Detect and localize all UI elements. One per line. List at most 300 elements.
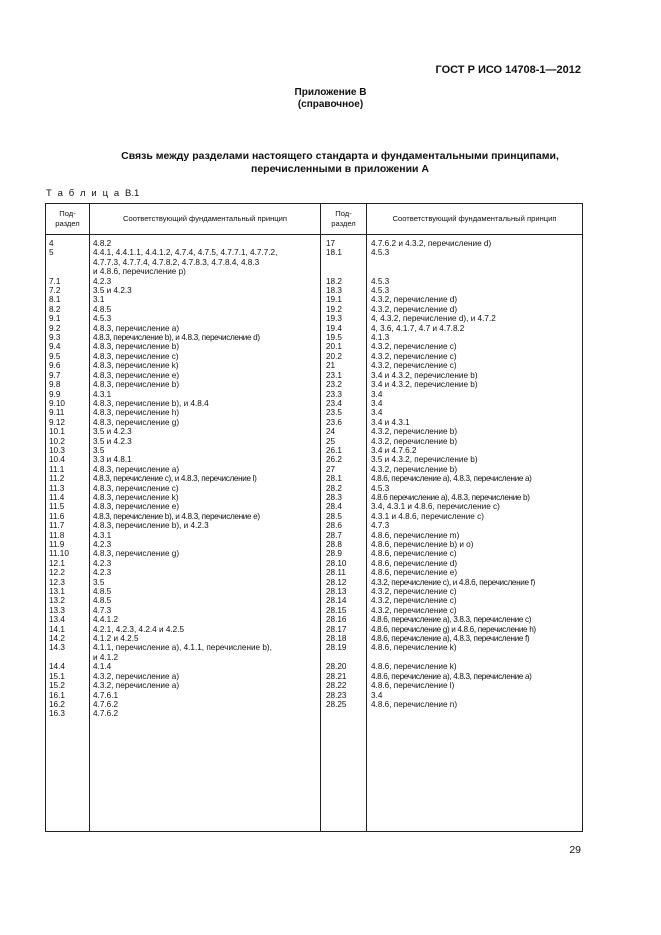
subsection-cell <box>326 258 371 267</box>
table-row <box>49 681 319 690</box>
principle-line: 4.7.6.2 <box>93 699 119 709</box>
principle-line: 4, 3.6, 4.1.7, 4.7 и 4.7.8.2 <box>371 323 465 333</box>
principle-cell <box>93 596 319 605</box>
table-row <box>49 549 319 558</box>
table-row <box>49 615 319 624</box>
document-code: ГОСТ Р ИСО 14708-1—2012 <box>435 64 581 76</box>
table-row <box>49 578 319 587</box>
principle-cell <box>371 521 580 530</box>
principle-cell <box>371 342 580 351</box>
table-row <box>326 634 580 643</box>
principle-line: 3.4 и 4.3.2, перечисление b) <box>371 380 478 390</box>
principle-line: 4.7.3 <box>93 605 112 615</box>
principle-cell <box>371 634 580 643</box>
table-row <box>49 465 319 474</box>
table-row <box>326 559 580 568</box>
principle-line: 3.4 <box>371 690 383 700</box>
header-text: раздел <box>55 218 80 228</box>
principle-line: 3.4 <box>371 398 383 408</box>
principle-line: 4.3.2, перечисление с) <box>371 351 457 361</box>
principle-cell <box>371 625 580 634</box>
column-divider <box>320 203 321 832</box>
subsection-cell: 10.2 <box>49 436 65 446</box>
principle-cell <box>371 418 580 427</box>
subsection-cell: 28.12 <box>326 577 347 587</box>
principle-line: 4.8.3, перечисление b) <box>93 380 180 390</box>
principle-line: 4.3.2, перечисление с) <box>371 361 457 371</box>
principle-cell <box>93 465 319 474</box>
principle-cell <box>371 474 580 483</box>
principle-cell <box>93 606 319 615</box>
principle-cell <box>371 427 580 436</box>
principle-cell <box>371 465 580 474</box>
principle-cell <box>371 248 580 257</box>
subsection-cell: 28.6 <box>326 521 342 531</box>
table-row <box>49 709 319 718</box>
subsection-cell: 9.3 <box>49 333 61 343</box>
subsection-cell <box>326 653 371 662</box>
subsection-cell: 13.2 <box>49 596 65 606</box>
table-row <box>326 267 580 276</box>
subsection-cell: 21 <box>326 361 336 371</box>
section-title-line-2: перечисленными в приложении А <box>250 162 429 175</box>
principle-line: 4.8.3, перечисление е) <box>93 370 180 380</box>
principle-cell <box>371 559 580 568</box>
principle-line: 4.8.3, перечисление с) <box>93 351 179 361</box>
principle-line: 4.3.2, перечисление b) <box>371 436 458 446</box>
subsection-cell: 7.1 <box>49 276 61 286</box>
principle-cell <box>93 681 319 690</box>
principle-line: 4.8.5 <box>93 304 112 314</box>
principle-line <box>371 258 580 267</box>
principle-line: 4.3.1 <box>93 530 112 540</box>
subsection-cell: 19.1 <box>326 295 342 305</box>
table-row <box>326 484 580 493</box>
principle-line: 3.5 и 4.3.2, перечисление b) <box>371 455 478 465</box>
table-row <box>326 239 580 248</box>
table-number: В.1 <box>125 188 140 199</box>
table-row <box>326 681 580 690</box>
table-row <box>49 295 319 304</box>
principle-cell <box>93 625 319 634</box>
subsection-cell: 12.3 <box>49 577 65 587</box>
principle-cell <box>371 286 580 295</box>
table-row <box>326 549 580 558</box>
principle-line: 4.8.3, перечисление е) <box>93 502 180 512</box>
table-row <box>326 587 580 596</box>
subsection-cell: 9.7 <box>49 370 61 380</box>
table-row <box>326 578 580 587</box>
table-row <box>326 258 580 267</box>
subsection-cell: 28.13 <box>326 587 347 597</box>
principle-cell <box>371 568 580 577</box>
principle-cell <box>371 540 580 549</box>
subsection-cell: 28.15 <box>326 605 347 615</box>
principle-cell <box>93 380 319 389</box>
subsection-cell: 28.16 <box>326 615 347 625</box>
table-row <box>49 455 319 464</box>
principle-cell <box>371 305 580 314</box>
table-row <box>49 371 319 380</box>
table-row <box>49 643 319 662</box>
principle-line: 3.5 и 4.2.3 <box>93 436 132 446</box>
header-text: Под- <box>59 208 76 218</box>
table-row <box>326 540 580 549</box>
principle-line: 4.7.6.2 <box>93 709 119 719</box>
subsection-cell: 26.1 <box>326 445 342 455</box>
table-row <box>49 352 319 361</box>
principle-cell <box>371 239 580 248</box>
subsection-cell: 14.1 <box>49 624 65 634</box>
principle-line: 4.8.6, перечисление g) и 4.8.6, перечисление h) <box>371 624 536 634</box>
table-row <box>49 333 319 342</box>
principle-cell <box>93 709 319 718</box>
section-title <box>60 150 620 175</box>
header-subsection-left <box>46 203 89 234</box>
subsection-cell: 23.3 <box>326 389 342 399</box>
principle-cell <box>371 399 580 408</box>
principle-line: 4.8.3, перечисление а) <box>93 464 180 474</box>
table-row <box>49 672 319 681</box>
table-row <box>49 606 319 615</box>
subsection-cell: 23.1 <box>326 370 342 380</box>
subsection-cell: 23.4 <box>326 398 342 408</box>
principle-line: 4.8.3, перечисление а) <box>93 323 180 333</box>
table-row <box>49 314 319 323</box>
principle-cell <box>371 324 580 333</box>
header-divider <box>45 234 583 235</box>
principle-cell <box>93 634 319 643</box>
principle-line: 4.3.2, перечисление с) <box>371 596 457 606</box>
principle-cell <box>371 672 580 681</box>
subsection-cell: 11.8 <box>49 530 65 540</box>
principle-cell <box>371 361 580 370</box>
mapping-table <box>45 203 583 832</box>
table-row <box>326 521 580 530</box>
principle-cell <box>371 512 580 521</box>
principle-line: и 4.8.6, перечисление р) <box>93 267 186 277</box>
annex-heading <box>0 87 661 111</box>
principle-line: 4.8.6, перечисление а), 4.8.3, перечисление f) <box>371 634 530 644</box>
principle-cell <box>93 521 319 530</box>
principle-cell <box>93 314 319 323</box>
principle-line: 4.7.7.3, 4.7.7.4, 4.7.8.2, 4.7.8.3, 4.7.8.4, 4.8.3 <box>93 257 260 267</box>
principle-cell <box>93 277 319 286</box>
principle-line: 4.2.1, 4.2.3, 4.2.4 и 4.2.5 <box>93 624 185 634</box>
table-row <box>326 596 580 605</box>
principle-cell <box>371 502 580 511</box>
subsection-cell: 9.9 <box>49 389 61 399</box>
subsection-cell: 28.10 <box>326 558 347 568</box>
subsection-cell: 11.5 <box>49 502 65 512</box>
table-row <box>49 446 319 455</box>
principle-cell <box>93 531 319 540</box>
table-row <box>49 568 319 577</box>
subsection-cell: 28.1 <box>326 474 342 484</box>
subsection-cell: 19.2 <box>326 304 342 314</box>
subsection-cell: 4 <box>49 239 54 248</box>
principle-cell <box>371 578 580 587</box>
table-row <box>326 502 580 511</box>
subsection-cell: 13.4 <box>49 615 65 625</box>
principle-cell <box>93 568 319 577</box>
principle-cell <box>93 455 319 464</box>
principle-cell <box>93 305 319 314</box>
subsection-cell: 9.10 <box>49 398 65 408</box>
principle-line: 4.3.2, перечисление а) <box>93 671 180 681</box>
right-column-body <box>326 239 580 709</box>
table-row <box>49 540 319 549</box>
subsection-cell: 11.6 <box>49 511 65 521</box>
subsection-cell: 28.11 <box>326 568 346 578</box>
principle-cell <box>93 540 319 549</box>
table-row <box>49 559 319 568</box>
subsection-cell: 16.3 <box>49 709 65 719</box>
principle-line: 4.8.5 <box>93 587 112 597</box>
table-row <box>49 286 319 295</box>
principle-line: 4, 4.3.2, перечисление d), и 4.7.2 <box>371 314 496 324</box>
subsection-cell: 28.20 <box>326 662 347 672</box>
table-row <box>326 314 580 323</box>
principle-line: 4.8.6, перечисление а), 3.8.3, перечисление с) <box>371 615 532 625</box>
table-row <box>49 493 319 502</box>
principle-line: 4.1.3 <box>371 333 390 343</box>
principle-cell <box>371 333 580 342</box>
principle-line: 4.8.6 перечисление а), 4.8.3, перечисление b) <box>371 492 530 502</box>
principle-cell <box>93 662 319 671</box>
subsection-cell: 8.1 <box>49 295 61 305</box>
principle-line: 4.3.2, перечисление с) <box>371 342 457 352</box>
subsection-cell: 20.1 <box>326 342 342 352</box>
table-row <box>49 691 319 700</box>
principle-cell <box>93 578 319 587</box>
subsection-cell: 16.1 <box>49 690 65 700</box>
principle-cell <box>93 587 319 596</box>
table-row <box>49 399 319 408</box>
principle-cell <box>93 342 319 351</box>
principle-line: 4.8.6, перечисление k) <box>371 643 457 653</box>
principle-cell <box>93 408 319 417</box>
subsection-cell: 18.1 <box>326 248 342 258</box>
subsection-cell: 18.3 <box>326 286 342 296</box>
subsection-cell: 20.2 <box>326 351 342 361</box>
table-row <box>49 390 319 399</box>
principle-line: 4.5.3 <box>93 314 112 324</box>
subsection-cell: 5 <box>49 248 54 258</box>
subsection-cell: 9.5 <box>49 351 61 361</box>
table-row <box>326 342 580 351</box>
table-row <box>326 248 580 257</box>
principle-line: 4.1.4 <box>93 662 112 672</box>
table-row <box>49 380 319 389</box>
subsection-cell: 14.2 <box>49 634 65 644</box>
subsection-cell: 11.7 <box>49 521 65 531</box>
subsection-cell: 16.2 <box>49 699 65 709</box>
table-row <box>326 465 580 474</box>
principle-line: 4.2.3 <box>93 276 112 286</box>
subsection-cell: 27 <box>326 464 336 474</box>
principle-cell <box>371 653 580 662</box>
table-row <box>49 361 319 370</box>
table-row <box>49 502 319 511</box>
principle-line: 4.3.2, перечисление d) <box>371 295 458 305</box>
principle-line: 3.4 <box>371 408 383 418</box>
left-column-body <box>49 239 319 719</box>
annex-subtitle: (справочное) <box>297 99 364 110</box>
principle-line: 4.8.3, перечисление h) <box>93 408 180 418</box>
principle-line: 4.5.3 <box>371 286 390 296</box>
table-row <box>326 474 580 483</box>
subsection-cell: 9.1 <box>49 314 61 324</box>
principle-line: 4.1.1, перечисление а), 4.1.1, перечисление b), <box>93 643 272 653</box>
header-principle-left: Соответствующий фундаментальный принцип <box>123 213 287 223</box>
principle-cell <box>371 700 580 709</box>
principle-cell <box>93 399 319 408</box>
table-row <box>326 531 580 540</box>
table-row <box>326 653 580 662</box>
subsection-cell: 28.5 <box>326 511 342 521</box>
table-row <box>326 493 580 502</box>
subsection-cell <box>326 267 371 276</box>
subsection-cell: 19.4 <box>326 323 342 333</box>
subsection-cell: 18.2 <box>326 276 342 286</box>
principle-cell <box>371 277 580 286</box>
table-row <box>326 455 580 464</box>
table-row <box>49 305 319 314</box>
table-row <box>49 277 319 286</box>
table-row <box>326 568 580 577</box>
subsection-cell: 14.3 <box>49 643 65 653</box>
principle-line: 4.5.3 <box>371 276 390 286</box>
principle-line: 4.8.6, перечисление b) и о) <box>371 540 474 549</box>
principle-line: 4.7.6.1 <box>93 690 119 700</box>
principle-cell <box>371 295 580 304</box>
principle-line: 3.4 и 4.3.1 <box>371 417 410 427</box>
subsection-cell: 28.25 <box>326 699 347 709</box>
page-number: 29 <box>569 844 581 856</box>
table-row <box>326 437 580 446</box>
subsection-cell: 11.10 <box>49 549 69 559</box>
principle-line: 4.8.3, перечисление с) <box>93 483 179 493</box>
principle-line: 4.2.3 <box>93 558 112 568</box>
principle-cell <box>93 700 319 709</box>
principle-cell <box>371 662 580 671</box>
table-row <box>49 342 319 351</box>
table-row <box>49 596 319 605</box>
principle-line: 4.7.6.2 и 4.3.2, перечисление d) <box>371 239 492 248</box>
subsection-cell: 10.3 <box>49 445 65 455</box>
subsection-cell: 28.22 <box>326 681 347 691</box>
subsection-cell: 11.2 <box>49 474 65 484</box>
subsection-cell: 14.4 <box>49 662 65 672</box>
table-row <box>326 512 580 521</box>
subsection-cell: 19.3 <box>326 314 342 324</box>
principle-line: 4.8.3, перечисление с), и 4.8.3, перечисление l) <box>93 474 257 484</box>
table-row <box>326 390 580 399</box>
principle-cell <box>371 606 580 615</box>
principle-line: 4.4.1, 4.4.1.1, 4.4.1.2, 4.7.4, 4.7.5, 4.7.7.1, 4.7.7.2, <box>93 248 278 258</box>
subsection-cell: 23.5 <box>326 408 342 418</box>
subsection-cell: 9.11 <box>49 408 65 418</box>
table-row <box>49 531 319 540</box>
principle-line: 4.3.2, перечисление b) <box>371 464 458 474</box>
table-row <box>49 418 319 427</box>
principle-cell <box>93 474 319 483</box>
table-row <box>326 418 580 427</box>
subsection-cell: 9.6 <box>49 361 61 371</box>
subsection-cell: 28.18 <box>326 634 347 644</box>
principle-cell <box>371 691 580 700</box>
table-row <box>49 474 319 483</box>
principle-cell <box>93 437 319 446</box>
principle-cell <box>371 455 580 464</box>
principle-line: 4.8.6, перечисление d) <box>371 558 458 568</box>
table-row <box>326 427 580 436</box>
principle-line: 4.3.2, перечисление d) <box>371 304 458 314</box>
principle-cell <box>371 258 580 267</box>
principle-line: 3.4 <box>371 389 383 399</box>
table-row <box>326 606 580 615</box>
principle-line: 4.2.3 <box>93 540 112 549</box>
principle-cell <box>93 286 319 295</box>
principle-cell <box>93 324 319 333</box>
principle-cell <box>371 267 580 276</box>
subsection-cell: 28.2 <box>326 483 342 493</box>
principle-line <box>371 267 580 276</box>
principle-cell <box>93 615 319 624</box>
principle-line: 4.8.6, перечисление с) <box>371 549 457 559</box>
principle-line: 4.8.6, перечисление n) <box>371 699 458 709</box>
principle-line: 4.3.2, перечисление с) <box>371 587 457 597</box>
principle-line: 3.4, 4.3.1 и 4.8.6, перечисление с) <box>371 502 500 512</box>
subsection-cell: 28.14 <box>326 596 347 606</box>
principle-cell <box>93 484 319 493</box>
table-row <box>49 324 319 333</box>
table-row <box>326 700 580 709</box>
subsection-cell: 28.8 <box>326 540 342 549</box>
table-row <box>326 446 580 455</box>
table-row <box>49 700 319 709</box>
subsection-cell: 15.1 <box>49 671 65 681</box>
table-row <box>49 625 319 634</box>
principle-cell <box>93 239 319 248</box>
principle-cell <box>93 361 319 370</box>
principle-cell <box>93 295 319 304</box>
subsection-cell: 9.8 <box>49 380 61 390</box>
principle-line: 4.8.3, перечисление b), и 4.8.3, перечисление d) <box>93 333 260 343</box>
subsection-cell: 28.17 <box>326 624 347 634</box>
table-row <box>326 662 580 671</box>
principle-cell <box>93 371 319 380</box>
subsection-cell: 12.1 <box>49 558 65 568</box>
principle-line: 4.8.6, перечисление а), 4.8.3, перечисление а) <box>371 474 532 484</box>
subsection-cell: 12.2 <box>49 568 65 578</box>
principle-cell <box>93 352 319 361</box>
principle-line: 4.3.2, перечисление b) <box>371 427 458 437</box>
principle-cell <box>93 446 319 455</box>
table-row <box>49 484 319 493</box>
subsection-cell: 28.4 <box>326 502 342 512</box>
principle-line: 4.8.6, перечисление е) <box>371 568 458 578</box>
subsection-cell: 10.4 <box>49 455 65 465</box>
header-text: Под- <box>335 208 352 218</box>
principle-line: 4.3.1 <box>93 389 112 399</box>
subsection-cell: 19.5 <box>326 333 342 343</box>
subsection-cell: 13.1 <box>49 587 65 597</box>
principle-cell <box>371 587 580 596</box>
subsection-cell: 26.2 <box>326 455 342 465</box>
principle-cell <box>371 446 580 455</box>
